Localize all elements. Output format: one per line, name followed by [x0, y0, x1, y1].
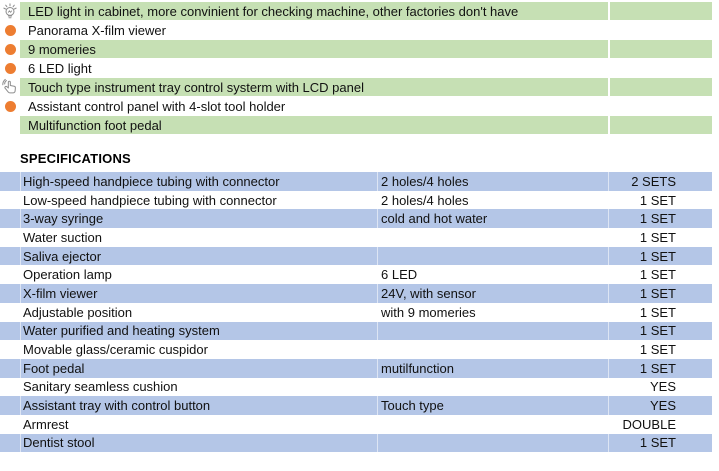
- spec-name: X-film viewer: [20, 284, 377, 303]
- spec-name: Water purified and heating system: [20, 322, 377, 341]
- dot-icon: [0, 97, 20, 115]
- spec-row-leading-cell: [0, 284, 20, 303]
- bullet-dot-icon: [5, 63, 16, 74]
- feature-row: [0, 40, 712, 58]
- spec-quantity: 1 SET: [608, 434, 712, 453]
- spec-quantity: 1 SET: [608, 191, 712, 210]
- feature-row-end-cell: [610, 21, 712, 39]
- spec-quantity: 1 SET: [608, 247, 712, 266]
- feature-row: [0, 116, 712, 134]
- spec-detail: 24V, with sensor: [377, 284, 608, 303]
- spec-row-leading-cell: [0, 434, 20, 453]
- spec-row: [0, 378, 712, 397]
- feature-row: [0, 97, 712, 115]
- spec-quantity: YES: [608, 396, 712, 415]
- feature-text: Panorama X-film viewer: [28, 22, 166, 38]
- spec-row-leading-cell: [0, 303, 20, 322]
- spec-detail: [377, 247, 608, 266]
- specifications-table: [0, 172, 712, 452]
- specifications-heading: SPECIFICATIONS: [20, 151, 131, 166]
- spec-row: [0, 172, 712, 191]
- feature-text: Assistant control panel with 4-slot tool holder: [28, 98, 286, 114]
- feature-text: Multifunction foot pedal: [20, 116, 608, 134]
- spec-detail: mutilfunction: [377, 359, 608, 378]
- spec-name: High-speed handpiece tubing with connector: [20, 172, 377, 191]
- spec-quantity: YES: [608, 378, 712, 397]
- spec-row: [0, 209, 712, 228]
- spec-row: [0, 434, 712, 453]
- feature-row-end-cell: [610, 40, 712, 58]
- spec-row: [0, 359, 712, 378]
- spec-row-leading-cell: [0, 396, 20, 415]
- spec-detail: Touch type: [377, 396, 608, 415]
- spec-detail: [377, 434, 608, 453]
- spec-quantity: 1 SET: [608, 303, 712, 322]
- spec-quantity: 2 SETS: [608, 172, 712, 191]
- feature-row: [0, 59, 712, 77]
- spec-quantity: 1 SET: [608, 265, 712, 284]
- spec-row-leading-cell: [0, 359, 20, 378]
- feature-row: [0, 21, 712, 39]
- spec-row: [0, 303, 712, 322]
- feature-row-end-cell: [610, 97, 712, 115]
- feature-row-end-cell: [610, 116, 712, 134]
- spec-name: Foot pedal: [20, 359, 377, 378]
- spec-detail: 2 holes/4 holes: [377, 172, 608, 191]
- bullet-dot-icon: [5, 25, 16, 36]
- spec-quantity: 1 SET: [608, 209, 712, 228]
- spec-row: [0, 322, 712, 341]
- feature-text: Touch type instrument tray control systerm with LCD panel: [20, 78, 608, 96]
- bullet-dot-icon: [5, 44, 16, 55]
- feature-text: 6 LED light: [28, 60, 92, 76]
- spec-name: Movable glass/ceramic cuspidor: [20, 340, 377, 359]
- spec-name: Armrest: [20, 415, 377, 434]
- feature-text: 9 momeries: [20, 40, 608, 58]
- spec-name: 3-way syringe: [20, 209, 377, 228]
- spec-row: [0, 396, 712, 415]
- spec-row: [0, 247, 712, 266]
- spec-row: [0, 228, 712, 247]
- spec-row-leading-cell: [0, 340, 20, 359]
- spec-row: [0, 415, 712, 434]
- spec-name: Dentist stool: [20, 434, 377, 453]
- spec-row-leading-cell: [0, 415, 20, 434]
- feature-row: [0, 2, 712, 20]
- spec-name: Sanitary seamless cushion: [20, 378, 377, 397]
- spec-detail: 2 holes/4 holes: [377, 191, 608, 210]
- feature-text: LED light in cabinet, more convinient for checking machine, other factories don't have: [20, 2, 608, 20]
- spec-name: Adjustable position: [20, 303, 377, 322]
- spec-row-leading-cell: [0, 191, 20, 210]
- spec-quantity: 1 SET: [608, 322, 712, 341]
- feature-row-end-cell: [610, 59, 712, 77]
- feature-row-end-cell: [610, 2, 712, 20]
- touch-hand-icon: [1, 78, 19, 96]
- spec-row-leading-cell: [0, 322, 20, 341]
- spec-detail: [377, 228, 608, 247]
- dot-icon: [0, 40, 20, 58]
- spec-row-leading-cell: [0, 209, 20, 228]
- spec-quantity: 1 SET: [608, 340, 712, 359]
- no-icon: [0, 116, 20, 134]
- touch-icon: [0, 78, 20, 96]
- dot-icon: [0, 21, 20, 39]
- spec-row-leading-cell: [0, 378, 20, 397]
- spec-quantity: 1 SET: [608, 359, 712, 378]
- bulb-icon: [0, 2, 20, 20]
- spec-name: Operation lamp: [20, 265, 377, 284]
- spec-detail: [377, 322, 608, 341]
- spec-name: Low-speed handpiece tubing with connector: [20, 191, 377, 210]
- spec-row: [0, 191, 712, 210]
- feature-row-end-cell: [610, 78, 712, 96]
- spec-row-leading-cell: [0, 228, 20, 247]
- bullet-dot-icon: [5, 101, 16, 112]
- spec-row-leading-cell: [0, 247, 20, 266]
- dot-icon: [0, 59, 20, 77]
- spec-quantity: 1 SET: [608, 284, 712, 303]
- spec-name: Water suction: [20, 228, 377, 247]
- spec-row: [0, 284, 712, 303]
- features-list: [0, 2, 712, 134]
- spec-detail: with 9 momeries: [377, 303, 608, 322]
- light-bulb-icon: [1, 2, 19, 20]
- spec-row: [0, 340, 712, 359]
- spec-name: Saliva ejector: [20, 247, 377, 266]
- spec-detail: [377, 415, 608, 434]
- spec-name: Assistant tray with control button: [20, 396, 377, 415]
- spec-row: [0, 265, 712, 284]
- spec-detail: [377, 340, 608, 359]
- spec-quantity: 1 SET: [608, 228, 712, 247]
- feature-row: [0, 78, 712, 96]
- spec-row-leading-cell: [0, 172, 20, 191]
- spec-detail: cold and hot water: [377, 209, 608, 228]
- spec-row-leading-cell: [0, 265, 20, 284]
- spec-quantity: DOUBLE: [608, 415, 712, 434]
- spec-detail: 6 LED: [377, 265, 608, 284]
- spec-detail: [377, 378, 608, 397]
